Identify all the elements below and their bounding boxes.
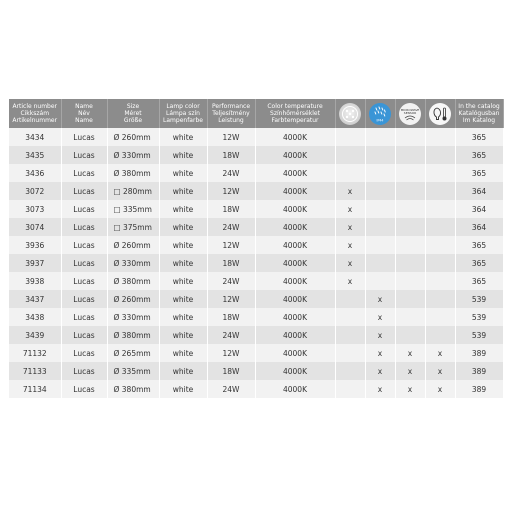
color-cell: white	[159, 182, 207, 200]
article-cell: 3435	[9, 146, 61, 164]
power-cell: 18W	[207, 146, 255, 164]
round-panel-icon	[339, 103, 361, 125]
name-cell: Lucas	[61, 290, 107, 308]
size-cell: Ø 260mm	[107, 236, 159, 254]
table-row	[9, 272, 503, 290]
article-cell: 71132	[9, 344, 61, 362]
size-cell: Ø 380mm	[107, 326, 159, 344]
microwave-sensor-mark	[395, 128, 425, 146]
ip-protection-mark	[365, 128, 395, 146]
microwave-sensor-mark	[395, 164, 425, 182]
temperature-cell: 4000K	[255, 272, 335, 290]
table-row	[9, 146, 503, 164]
article-cell: 3938	[9, 272, 61, 290]
article-cell: 3073	[9, 200, 61, 218]
microwave-sensor-mark	[395, 218, 425, 236]
header-ip-protection	[365, 99, 395, 128]
catalog-cell: 389	[455, 344, 503, 362]
round-panel-mark: x	[335, 272, 365, 290]
color-cell: white	[159, 218, 207, 236]
header-color-temperature: Color temperature Színhőmérséklet Farbtemperatur	[255, 99, 335, 128]
ip-protection-mark: x	[365, 308, 395, 326]
microwave-sensor-icon: MICROWAVE SENSOR	[399, 103, 421, 125]
bulb-temperature-icon	[429, 103, 451, 125]
table-row	[9, 200, 503, 218]
article-cell: 3437	[9, 290, 61, 308]
power-cell: 18W	[207, 254, 255, 272]
temperature-cell: 4000K	[255, 128, 335, 146]
round-panel-mark: x	[335, 236, 365, 254]
name-cell: Lucas	[61, 164, 107, 182]
ip-protection-mark	[365, 164, 395, 182]
table-row	[9, 380, 503, 398]
bulb-temperature-mark: x	[425, 344, 455, 362]
ip-water-protection-icon	[369, 103, 391, 125]
name-cell: Lucas	[61, 200, 107, 218]
round-panel-mark: x	[335, 218, 365, 236]
article-cell: 3936	[9, 236, 61, 254]
name-cell: Lucas	[61, 272, 107, 290]
power-cell: 24W	[207, 218, 255, 236]
bulb-temperature-mark: x	[425, 362, 455, 380]
name-cell: Lucas	[61, 128, 107, 146]
size-cell: Ø 380mm	[107, 380, 159, 398]
temperature-cell: 4000K	[255, 380, 335, 398]
temperature-cell: 4000K	[255, 308, 335, 326]
catalog-cell: 539	[455, 308, 503, 326]
catalog-cell: 365	[455, 236, 503, 254]
catalog-cell: 389	[455, 380, 503, 398]
table-row	[9, 128, 503, 146]
power-cell: 12W	[207, 344, 255, 362]
temperature-cell: 4000K	[255, 164, 335, 182]
header-performance: Performance Teljesítmény Leistung	[207, 99, 255, 128]
microwave-sensor-mark: x	[395, 380, 425, 398]
header-catalog: In the catalog Katalógusban Im Katalog	[455, 99, 503, 128]
power-cell: 18W	[207, 362, 255, 380]
microwave-sensor-mark	[395, 182, 425, 200]
color-cell: white	[159, 380, 207, 398]
header-lamp-color: Lamp color Lámpa szín Lampenfarbe	[159, 99, 207, 128]
bulb-temperature-mark	[425, 326, 455, 344]
catalog-cell: 365	[455, 254, 503, 272]
bulb-temperature-mark	[425, 254, 455, 272]
size-cell: Ø 380mm	[107, 164, 159, 182]
temperature-cell: 4000K	[255, 218, 335, 236]
color-cell: white	[159, 290, 207, 308]
size-cell: □ 375mm	[107, 218, 159, 236]
ip-protection-mark	[365, 200, 395, 218]
power-cell: 12W	[207, 290, 255, 308]
size-cell: Ø 380mm	[107, 272, 159, 290]
size-cell: Ø 330mm	[107, 254, 159, 272]
catalog-cell: 364	[455, 218, 503, 236]
article-cell: 3434	[9, 128, 61, 146]
name-cell: Lucas	[61, 218, 107, 236]
round-panel-mark	[335, 164, 365, 182]
size-cell: Ø 330mm	[107, 146, 159, 164]
temperature-cell: 4000K	[255, 182, 335, 200]
bulb-temperature-mark: x	[425, 380, 455, 398]
size-cell: Ø 260mm	[107, 128, 159, 146]
temperature-cell: 4000K	[255, 290, 335, 308]
bulb-temperature-mark	[425, 182, 455, 200]
round-panel-mark	[335, 290, 365, 308]
round-panel-mark: x	[335, 200, 365, 218]
bulb-temperature-mark	[425, 146, 455, 164]
color-cell: white	[159, 254, 207, 272]
table-row	[9, 254, 503, 272]
round-panel-mark: x	[335, 182, 365, 200]
catalog-cell: 389	[455, 362, 503, 380]
catalog-cell: 364	[455, 182, 503, 200]
size-cell: Ø 330mm	[107, 308, 159, 326]
microwave-sensor-mark	[395, 272, 425, 290]
size-cell: Ø 265mm	[107, 344, 159, 362]
round-panel-mark	[335, 362, 365, 380]
article-cell: 3074	[9, 218, 61, 236]
bulb-temperature-mark	[425, 200, 455, 218]
ip-protection-mark: x	[365, 344, 395, 362]
catalog-cell: 364	[455, 200, 503, 218]
article-cell: 71133	[9, 362, 61, 380]
color-cell: white	[159, 272, 207, 290]
temperature-cell: 4000K	[255, 254, 335, 272]
round-panel-mark	[335, 344, 365, 362]
header-name: Name Név Name	[61, 99, 107, 128]
name-cell: Lucas	[61, 146, 107, 164]
temperature-cell: 4000K	[255, 344, 335, 362]
microwave-sensor-mark: x	[395, 344, 425, 362]
size-cell: Ø 335mm	[107, 362, 159, 380]
power-cell: 12W	[207, 236, 255, 254]
ip-protection-mark	[365, 146, 395, 164]
microwave-sensor-mark	[395, 200, 425, 218]
header-bulb-temperature	[425, 99, 455, 128]
size-cell: □ 335mm	[107, 200, 159, 218]
color-cell: white	[159, 326, 207, 344]
ip-protection-mark: x	[365, 380, 395, 398]
microwave-sensor-mark	[395, 146, 425, 164]
bulb-temperature-mark	[425, 218, 455, 236]
article-cell: 3937	[9, 254, 61, 272]
ip-protection-mark	[365, 236, 395, 254]
article-cell: 3439	[9, 326, 61, 344]
name-cell: Lucas	[61, 236, 107, 254]
size-cell: Ø 260mm	[107, 290, 159, 308]
name-cell: Lucas	[61, 380, 107, 398]
microwave-sensor-mark	[395, 290, 425, 308]
name-cell: Lucas	[61, 308, 107, 326]
color-cell: white	[159, 236, 207, 254]
name-cell: Lucas	[61, 362, 107, 380]
temperature-cell: 4000K	[255, 326, 335, 344]
name-cell: Lucas	[61, 254, 107, 272]
catalog-cell: 365	[455, 128, 503, 146]
catalog-cell: 365	[455, 146, 503, 164]
round-panel-mark: x	[335, 254, 365, 272]
round-panel-mark	[335, 308, 365, 326]
article-cell: 3438	[9, 308, 61, 326]
round-panel-mark	[335, 128, 365, 146]
table-row	[9, 344, 503, 362]
bulb-temperature-mark	[425, 128, 455, 146]
ip-protection-mark: x	[365, 362, 395, 380]
microwave-sensor-mark	[395, 308, 425, 326]
power-cell: 24W	[207, 380, 255, 398]
microwave-sensor-mark	[395, 236, 425, 254]
power-cell: 24W	[207, 164, 255, 182]
color-cell: white	[159, 200, 207, 218]
color-cell: white	[159, 344, 207, 362]
microwave-sensor-mark	[395, 326, 425, 344]
table-body	[9, 128, 503, 398]
article-cell: 71134	[9, 380, 61, 398]
round-panel-mark	[335, 380, 365, 398]
microwave-sensor-mark: x	[395, 362, 425, 380]
ip-protection-mark: x	[365, 326, 395, 344]
color-cell: white	[159, 308, 207, 326]
table-row	[9, 236, 503, 254]
bulb-temperature-mark	[425, 164, 455, 182]
round-panel-mark	[335, 326, 365, 344]
name-cell: Lucas	[61, 182, 107, 200]
header-round-panel	[335, 99, 365, 128]
product-table	[9, 99, 504, 398]
temperature-cell: 4000K	[255, 146, 335, 164]
color-cell: white	[159, 146, 207, 164]
table-row	[9, 164, 503, 182]
color-cell: white	[159, 362, 207, 380]
name-cell: Lucas	[61, 344, 107, 362]
ip-protection-mark	[365, 272, 395, 290]
temperature-cell: 4000K	[255, 362, 335, 380]
ip-protection-mark	[365, 254, 395, 272]
catalog-cell: 365	[455, 164, 503, 182]
ip-protection-mark	[365, 218, 395, 236]
color-cell: white	[159, 164, 207, 182]
color-cell: white	[159, 128, 207, 146]
ip-protection-mark: x	[365, 290, 395, 308]
catalog-cell: 539	[455, 326, 503, 344]
power-cell: 24W	[207, 272, 255, 290]
svg-text:IP44: IP44	[376, 118, 384, 122]
size-cell: □ 280mm	[107, 182, 159, 200]
header-microwave-sensor	[395, 99, 425, 128]
name-cell: Lucas	[61, 326, 107, 344]
round-panel-mark	[335, 146, 365, 164]
temperature-cell: 4000K	[255, 236, 335, 254]
power-cell: 24W	[207, 326, 255, 344]
temperature-cell: 4000K	[255, 200, 335, 218]
article-cell: 3436	[9, 164, 61, 182]
table-row	[9, 308, 503, 326]
table-row	[9, 362, 503, 380]
table-row	[9, 218, 503, 236]
catalog-cell: 365	[455, 272, 503, 290]
table-row	[9, 326, 503, 344]
table-row	[9, 182, 503, 200]
bulb-temperature-mark	[425, 272, 455, 290]
bulb-temperature-mark	[425, 290, 455, 308]
microwave-sensor-mark	[395, 254, 425, 272]
table-row	[9, 290, 503, 308]
power-cell: 18W	[207, 308, 255, 326]
catalog-cell: 539	[455, 290, 503, 308]
power-cell: 12W	[207, 128, 255, 146]
article-cell: 3072	[9, 182, 61, 200]
header-size: Size Méret Größe	[107, 99, 159, 128]
header-row	[9, 99, 503, 128]
bulb-temperature-mark	[425, 308, 455, 326]
header-article: Article number Cikkszám Artikelnummer	[9, 99, 61, 128]
power-cell: 18W	[207, 200, 255, 218]
power-cell: 12W	[207, 182, 255, 200]
bulb-temperature-mark	[425, 236, 455, 254]
ip-protection-mark	[365, 182, 395, 200]
